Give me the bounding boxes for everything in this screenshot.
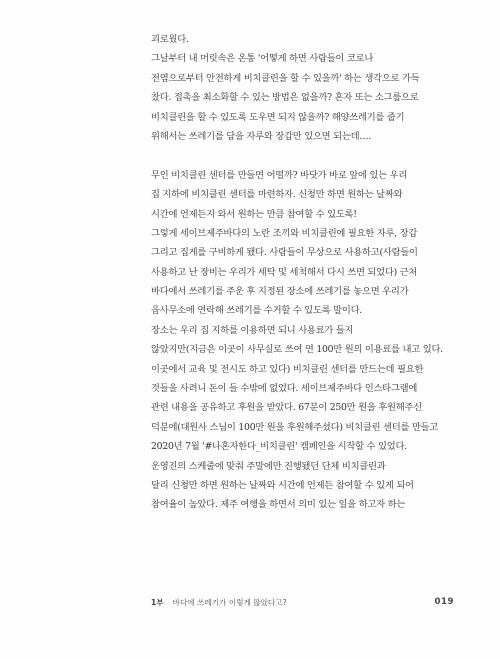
text-line: 바다에서 쓰레기를 주운 후 지정된 장소에 쓰레기를 놓으면 우리가 [151,286,409,298]
running-footer [151,597,287,608]
page-footer [151,594,454,610]
text-line: 집 지하에 비치클린 센터를 마련하자. 신청만 하면 원하는 날짜와 [151,189,403,201]
text-line: 읍사무소에 연락해 쓰레기를 수거할 수 있도록 말이다. [151,305,363,317]
page-number: 019 [434,597,454,607]
text-line: 위해서는 쓰레기를 담을 자루와 장갑만 있으면 되는데…. [151,130,372,142]
text-line: 달리 신청만 하면 원하는 날짜와 시간에 언제든 참여할 수 있게 되어 [151,479,414,491]
body-text [151,30,451,515]
text-line: 괴로웠다. [151,34,189,45]
text-line: 이곳에서 교육 및 전시도 하고 있다) 비치클린 센터를 만드는데 필요한 [151,363,424,375]
text-line: 덕분에(대원사 스님이 100만 원을 후원해주셨다) 비치클린 센터를 만들고 [151,421,439,433]
text-line: 비치클린을 할 수 있도록 도우면 되지 않을까? 해양쓰레기를 줍기 [151,111,405,123]
book-title: 바다에 쓰레기가 이렇게 많았다고? [172,597,287,607]
text-line: 장소는 우리 집 지하를 이용하면 되니 사용료가 들지 [151,324,354,336]
text-line: 무인 비치클린 센터를 만들면 어떨까? 바닷가 바로 앞에 있는 우리 [151,169,408,181]
text-line: 전염으로부터 안전하게 비치클린을 할 수 있을까' 하는 생각으로 가득 [151,72,420,84]
paragraph-gap [151,146,451,165]
text-line: 관련 내용을 공유하고 후원을 받았다. 67분이 250만 원을 후원해주신 [151,402,422,414]
text-line: 그날부터 내 머릿속은 온통 '어떻게 하면 사람들이 코로나 [151,53,374,65]
text-line: 찼다. 접촉을 최소화할 수 있는 방법은 없을까? 혼자 또는 소그룹으로 [151,92,419,104]
chapter-label: 1부 [151,597,164,607]
text-line: 그렇게 세이브제주바다의 노란 조끼와 비치클린에 필요한 자루, 장갑 [151,227,418,239]
text-line: 사용하고 난 장비는 우리가 세탁 및 세척해서 다시 쓰면 되었다) 근처 [151,266,418,278]
text-line: 시간에 언제든지 와서 원하는 만큼 참여할 수 있도록! [151,208,357,220]
text-line: 않았지만(지금은 이곳이 사무실로 쓰여 연 100만 원의 이용료를 내고 있다. [151,344,443,356]
text-line: 것들을 사려니 돈이 들 수밖에 없었다. 세이브제주바다 인스타그램에 [151,383,418,395]
text-line: 2020년 7월 '#나혼자한다_비치클린' 캠페인을 시작할 수 있었다. [151,441,407,453]
text-line: 운영진의 스케줄에 맞춰 주말에만 진행됐던 단체 비치클린과 [151,460,386,472]
text-line: 그리고 집게를 구비하게 됐다. 사람들이 무상으로 사용하고(사람들이 [151,247,418,259]
text-line: 참여율이 높았다. 제주 여행을 하면서 의미 있는 일을 하고자 하는 [151,499,406,511]
